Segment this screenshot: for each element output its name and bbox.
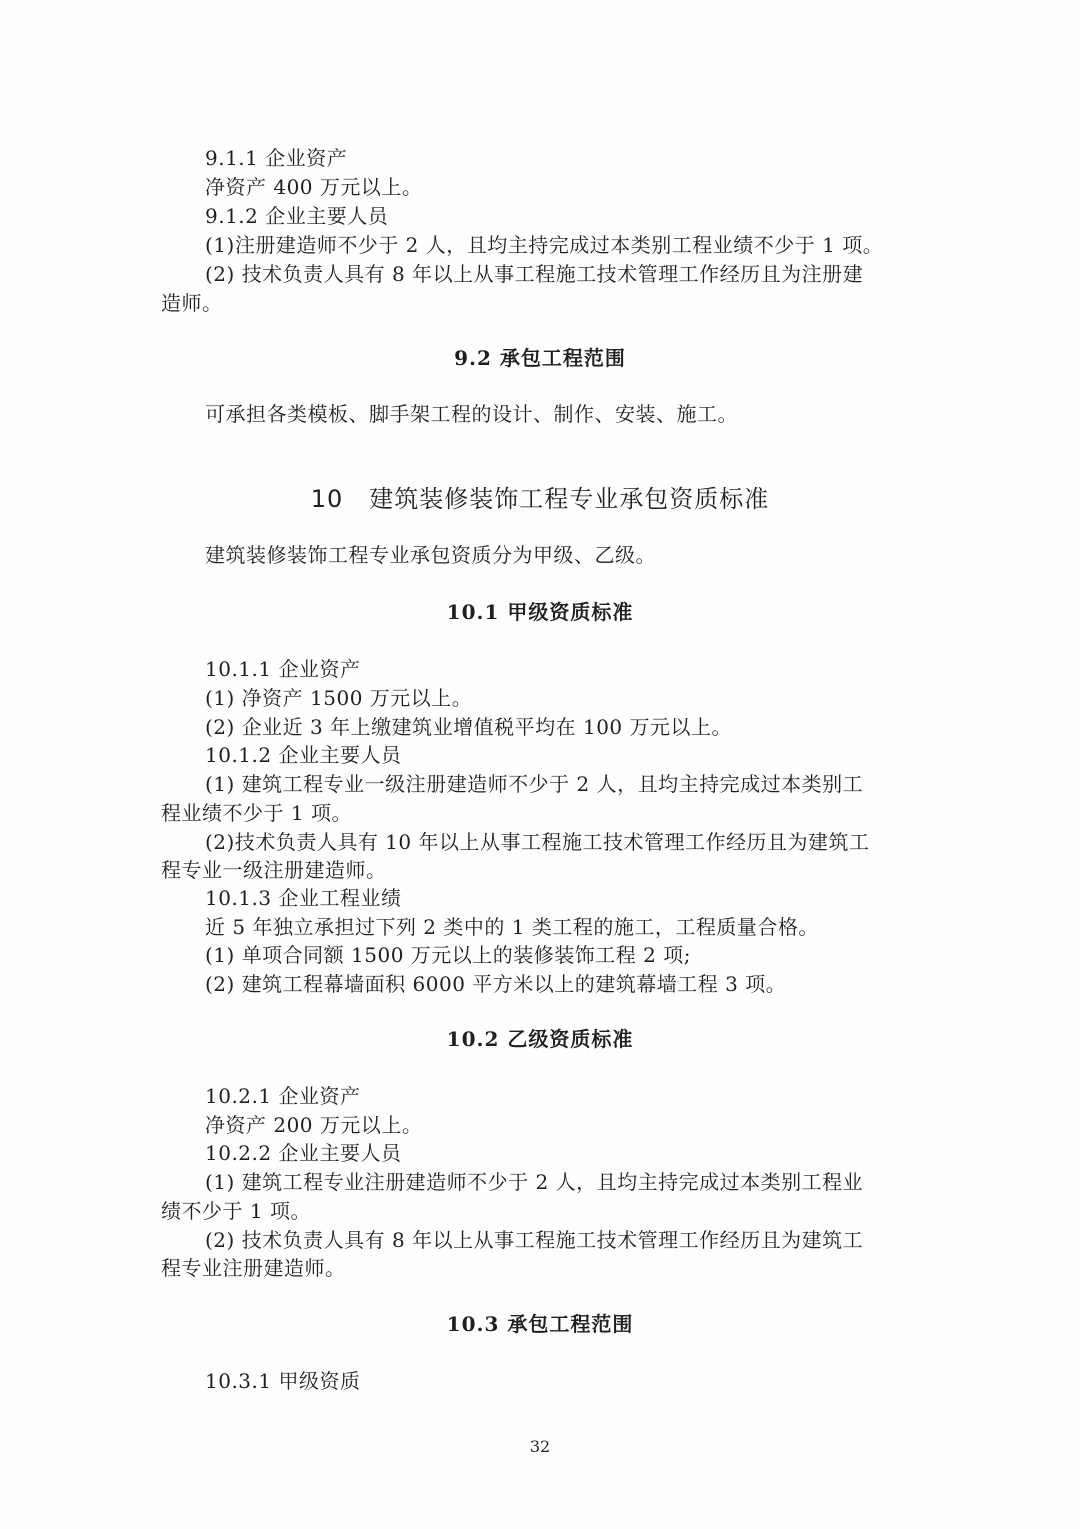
subsection-heading-10-3-1: 10.3.1 甲级资质 [205, 1369, 361, 1393]
list-item-10-2-2-2-line1: (2) 技术负责人具有 8 年以上从事工程施工技术管理工作经历且为建筑工 [205, 1228, 864, 1252]
section-heading-10-2: 10.2 乙级资质标准 [446, 1027, 634, 1051]
list-item-10-2-2-2-line2: 程专业注册建造师。 [161, 1256, 346, 1280]
paragraph-chapter-10-intro: 建筑装修装饰工程专业承包资质分为甲级、乙级。 [205, 543, 656, 567]
subsection-heading-10-1-3: 10.1.3 企业工程业绩 [205, 886, 402, 910]
subsection-heading-10-2-1: 10.2.1 企业资产 [205, 1084, 361, 1108]
subsection-heading-10-1-1: 10.1.1 企业资产 [205, 657, 361, 681]
list-item-10-1-3-1: (1) 单项合同额 1500 万元以上的装修装饰工程 2 项; [205, 943, 691, 967]
subsection-heading-10-1-2: 10.1.2 企业主要人员 [205, 743, 402, 767]
list-item-9-1-2-2-line1: (2) 技术负责人具有 8 年以上从事工程施工技术管理工作经历且为注册建 [205, 262, 864, 286]
list-item-10-2-2-1-line1: (1) 建筑工程专业注册建造师不少于 2 人，且均主持完成过本类别工程业 [205, 1170, 864, 1194]
subsection-heading-9-1-1: 9.1.1 企业资产 [205, 146, 348, 170]
subsection-heading-9-1-2: 9.1.2 企业主要人员 [205, 204, 389, 228]
paragraph-10-2-1: 净资产 200 万元以上。 [205, 1113, 423, 1137]
list-item-10-1-2-1-line2: 程业绩不少于 1 项。 [161, 801, 352, 825]
paragraph-9-2-scope: 可承担各类模板、脚手架工程的设计、制作、安装、施工。 [205, 402, 738, 426]
chapter-title-10 [0, 482, 1080, 516]
chapter-title-text: 建筑装修装饰工程专业承包资质标准 [369, 485, 770, 513]
list-item-10-1-2-2-line1: (2)技术负责人具有 10 年以上从事工程施工技术管理工作经历且为建筑工 [205, 830, 870, 854]
list-item-10-1-1-2: (2) 企业近 3 年上缴建筑业增值税平均在 100 万元以上。 [205, 715, 733, 739]
list-item-10-1-3-2: (2) 建筑工程幕墙面积 6000 平方米以上的建筑幕墙工程 3 项。 [205, 972, 787, 996]
list-item-9-1-2-2-line2: 造师。 [161, 291, 223, 315]
section-heading-10-1: 10.1 甲级资质标准 [446, 600, 634, 624]
list-item-10-2-2-1-line2: 绩不少于 1 项。 [161, 1199, 311, 1223]
paragraph-10-1-3: 近 5 年独立承担过下列 2 类中的 1 类工程的施工，工程质量合格。 [205, 915, 819, 939]
subsection-heading-10-2-2: 10.2.2 企业主要人员 [205, 1141, 402, 1165]
chapter-number: 10 [310, 485, 344, 513]
list-item-9-1-2-1: (1)注册建造师不少于 2 人，且均主持完成过本类别工程业绩不少于 1 项。 [205, 233, 884, 257]
paragraph-net-assets-9-1-1: 净资产 400 万元以上。 [205, 175, 423, 199]
page-number: 32 [529, 1437, 551, 1456]
section-heading-10-3: 10.3 承包工程范围 [446, 1312, 634, 1336]
list-item-10-1-2-2-line2: 程专业一级注册建造师。 [161, 858, 387, 882]
list-item-10-1-1-1: (1) 净资产 1500 万元以上。 [205, 686, 473, 710]
list-item-10-1-2-1-line1: (1) 建筑工程专业一级注册建造师不少于 2 人，且均主持完成过本类别工 [205, 772, 864, 796]
section-heading-9-2: 9.2 承包工程范围 [454, 346, 626, 370]
